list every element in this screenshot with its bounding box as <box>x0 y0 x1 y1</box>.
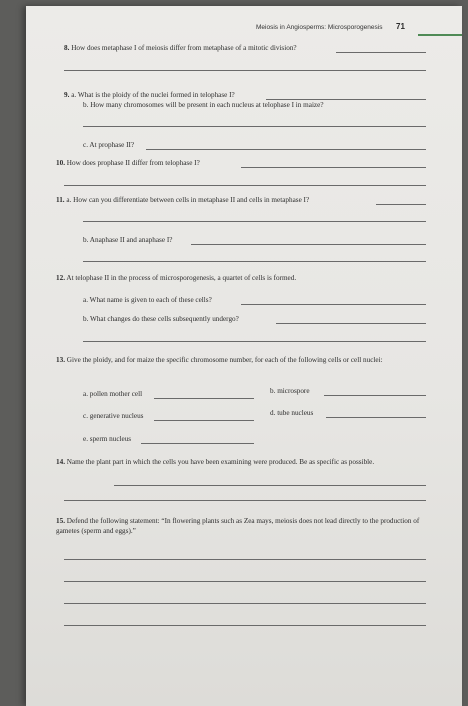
question-9b-text: b. How many chromosomes will be present in each nucleus at telophase I in maize? <box>83 101 324 109</box>
answer-line[interactable] <box>83 221 426 222</box>
answer-line[interactable] <box>64 625 426 626</box>
question-15-number: 15. <box>56 517 65 525</box>
page-number: 71 <box>396 22 405 31</box>
question-8 <box>64 44 297 54</box>
question-12-text: At telophase II in the process of microsporogenesis, a quartet of cells is formed. <box>66 274 297 282</box>
answer-line[interactable] <box>266 99 426 100</box>
question-13a-text: a. pollen mother cell <box>83 390 143 398</box>
page-tab-accent <box>418 34 462 36</box>
question-8-number: 8. <box>64 44 70 52</box>
question-13-text: Give the ploidy, and for maize the specific chromosome number, for each of the following cells or cell nuclei: <box>66 356 383 364</box>
question-10-text: How does prophase II differ from telophase I? <box>66 159 200 167</box>
answer-line[interactable] <box>64 559 426 560</box>
answer-line[interactable] <box>83 341 426 342</box>
answer-line[interactable] <box>64 603 426 604</box>
question-14-text: Name the plant part in which the cells you have been examining were produced. Be as specific as possible. <box>66 458 375 466</box>
answer-line[interactable] <box>114 485 426 486</box>
answer-line[interactable] <box>64 581 426 582</box>
answer-line[interactable] <box>336 52 426 53</box>
question-14-number: 14. <box>56 458 65 466</box>
answer-line[interactable] <box>64 185 426 186</box>
question-11a <box>56 196 309 206</box>
question-15 <box>56 517 436 536</box>
question-14 <box>56 452 436 473</box>
question-11b-text: b. Anaphase II and anaphase I? <box>83 236 173 244</box>
question-11a-text: a. How can you differentiate between cells in metaphase II and cells in metaphase I? <box>66 196 310 204</box>
question-9a <box>64 91 235 101</box>
question-9-number: 9. <box>64 91 70 99</box>
answer-line[interactable] <box>241 167 426 168</box>
answer-line[interactable] <box>241 304 426 305</box>
question-8-text: How does metaphase I of meiosis differ from metaphase of a mitotic division? <box>71 44 297 52</box>
question-15-text: Defend the following statement: “In flowering plants such as Zea mays, meiosis does not lead directly to the production of gametes (sperm and eggs).” <box>56 517 420 535</box>
question-12b-text: b. What changes do these cells subsequently undergo? <box>83 315 239 323</box>
question-13e-text: e. sperm nucleus <box>83 435 132 443</box>
answer-line[interactable] <box>64 70 426 71</box>
answer-line[interactable] <box>191 244 426 245</box>
question-12 <box>56 274 296 284</box>
answer-line[interactable] <box>83 261 426 262</box>
question-13d-text: d. tube nucleus <box>270 409 314 417</box>
answer-line[interactable] <box>326 417 426 418</box>
answer-line[interactable] <box>154 398 254 399</box>
running-title: Meiosis in Angiosperms: Microsporogenesis <box>256 24 383 31</box>
answer-line[interactable] <box>83 126 426 127</box>
answer-line[interactable] <box>141 443 254 444</box>
answer-line[interactable] <box>154 420 254 421</box>
question-13-number: 13. <box>56 356 65 364</box>
answer-line[interactable] <box>64 500 426 501</box>
question-11-number: 11. <box>56 196 65 204</box>
question-9a-text: a. What is the ploidy of the nuclei formed in telophase I? <box>71 91 235 99</box>
question-10-number: 10. <box>56 159 65 167</box>
answer-line[interactable] <box>376 204 426 205</box>
question-13 <box>56 356 436 366</box>
worksheet-page <box>26 6 462 706</box>
question-13b-text: b. microspore <box>270 387 310 395</box>
question-10 <box>56 159 200 169</box>
question-9c-text: c. At prophase II? <box>83 141 135 149</box>
question-12-number: 12. <box>56 274 65 282</box>
answer-line[interactable] <box>146 149 426 150</box>
question-12a-text: a. What name is given to each of these cells? <box>83 296 212 304</box>
answer-line[interactable] <box>324 395 426 396</box>
answer-line[interactable] <box>276 323 426 324</box>
question-13c-text: c. generative nucleus <box>83 412 144 420</box>
